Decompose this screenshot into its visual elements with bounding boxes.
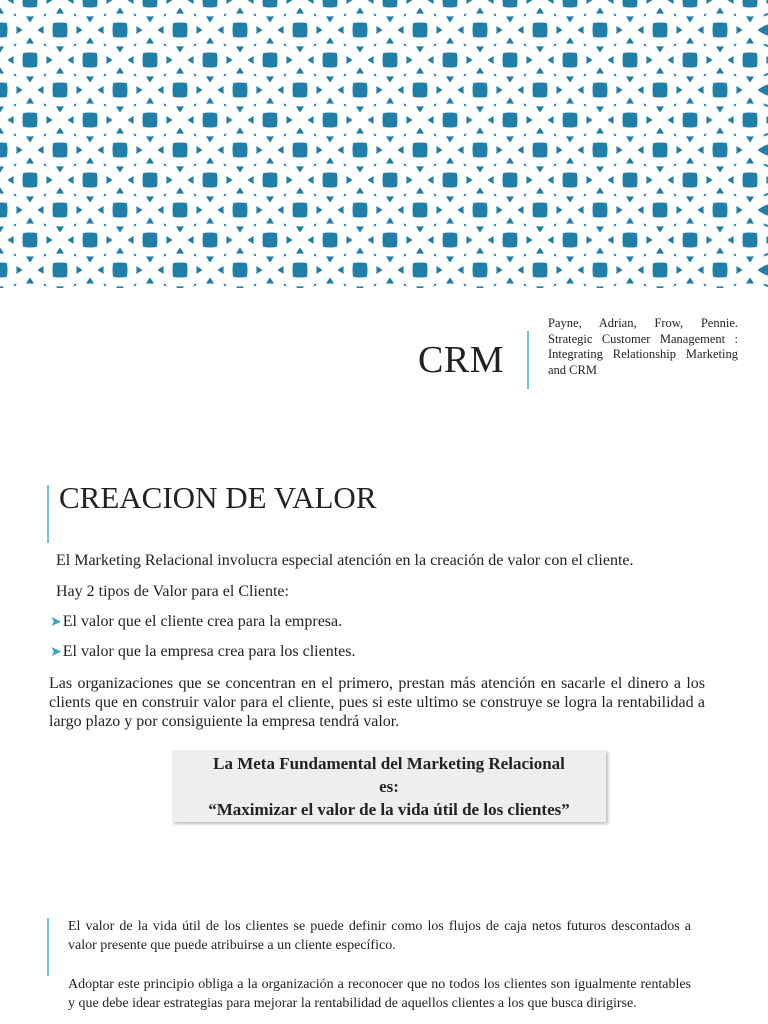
body-paragraph: Las organizaciones que se concentran en el primero, prestan más atención en sacarle el dinero a los clients que en construir valor para el cliente, pues si este ultimo se construye se logra la rentabilidad a largo plazo y por consiguiente la empresa tendrá valor. <box>49 675 705 730</box>
section-accent-bar <box>47 485 49 543</box>
footer-accent-bar <box>47 918 49 976</box>
types-heading: Hay 2 tipos de Valor para el Cliente: <box>56 583 289 600</box>
decorative-banner <box>0 0 768 288</box>
bullet-text: El valor que el cliente crea para la empresa. <box>62 613 343 630</box>
footer-paragraph: El valor de la vida útil de los clientes se puede definir como los flujos de caja netos futuros descontados a valor presente que puede atribuirse a un cliente específico. <box>68 919 691 953</box>
highlight-box <box>172 750 606 822</box>
bullet-text: El valor que la empresa crea para los clientes. <box>62 643 356 660</box>
circle-pattern <box>0 0 768 288</box>
bullet-item <box>50 643 355 661</box>
page-title: CRM <box>418 339 504 381</box>
highlight-quote: “Maximizar el valor de la vida útil de los clientes” <box>208 800 570 819</box>
section-title: CREACION DE VALOR <box>59 480 377 515</box>
highlight-line: es: <box>379 777 399 796</box>
intro-text: El Marketing Relacional involucra especial atención en la creación de valor con el cliente. <box>56 552 634 569</box>
arrow-bullet-icon: ➤ <box>50 615 62 630</box>
bullet-item <box>50 613 342 631</box>
arrow-bullet-icon: ➤ <box>50 645 62 660</box>
footer-paragraph: Adoptar este principio obliga a la organización a reconocer que no todos los clientes son igualmente rentables y que debe idear estrategias para mejorar la rentabilidad de aquellos clientes a los que busca dirigirse. <box>68 977 691 1011</box>
highlight-line: La Meta Fundamental del Marketing Relacional <box>213 754 565 773</box>
title-divider <box>527 331 529 389</box>
citation: Payne, Adrian, Frow, Pennie. Strategic Customer Management : Integrating Relationship Marketing and CRM <box>548 316 738 377</box>
